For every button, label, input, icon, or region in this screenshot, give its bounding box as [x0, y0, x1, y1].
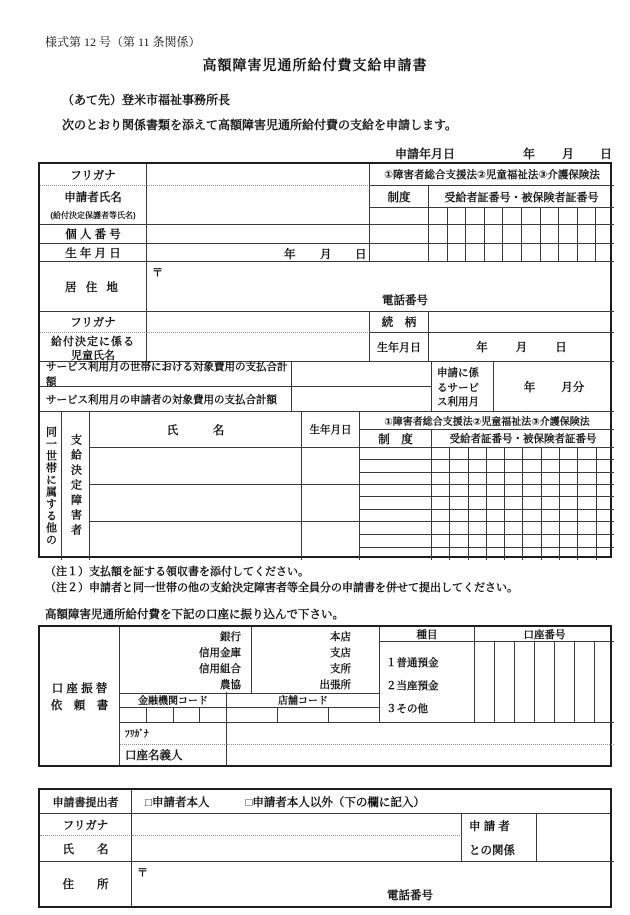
account-type-options [380, 642, 475, 723]
system-input-2[interactable] [370, 225, 429, 244]
addressee: （あて先）登米市福祉事務所長 [62, 93, 231, 107]
digit-cell[interactable] [504, 485, 522, 496]
submitter-name-input[interactable] [132, 836, 462, 862]
digit-cell[interactable] [558, 208, 577, 224]
applicant-name-input[interactable] [147, 186, 370, 225]
digit-cell[interactable] [559, 548, 577, 560]
member-1-system-3[interactable] [360, 473, 432, 484]
application-date-line [0, 145, 630, 161]
child-birthdate-month: 月 [515, 342, 528, 354]
application-date-month: 月 [562, 147, 575, 161]
digit-cell[interactable] [449, 460, 467, 471]
digit-cell[interactable] [596, 473, 614, 484]
member-2-cert-grid [360, 485, 614, 522]
digit-cell[interactable] [486, 460, 504, 471]
birthdate-year: 年 [284, 249, 296, 261]
address-input[interactable] [147, 262, 614, 312]
notes [45, 564, 518, 596]
intro-text: 次のとおり関係書類を添えて高額障害児通所給付費の支給を申請します。 [62, 118, 458, 132]
digit-cell[interactable] [504, 510, 522, 521]
digit-cell[interactable] [449, 548, 467, 560]
digit-cell[interactable] [432, 497, 449, 508]
bank-type-union[interactable]: 信用組合 [199, 663, 241, 675]
child-name-label [40, 333, 147, 362]
branch-type-options [252, 627, 379, 693]
application-date-day: 日 [600, 147, 613, 161]
digit-cell[interactable] [432, 535, 449, 547]
digit-cell[interactable] [120, 708, 146, 722]
digit-cell[interactable] [577, 448, 595, 459]
submitter-relation-label-line2: との関係 [469, 845, 515, 857]
phone-label: 電話番号 [382, 295, 428, 307]
submitter-postal-mark: 〒 [137, 867, 148, 879]
member-2-system-1[interactable] [360, 485, 432, 496]
digit-cell[interactable] [559, 497, 577, 508]
child-birthdate-year: 年 [476, 342, 488, 354]
applicant-total-input[interactable] [292, 387, 432, 412]
digit-cell[interactable] [541, 473, 559, 484]
member-name-header: 氏 名 [90, 412, 302, 448]
member-1-birthdate-input[interactable] [302, 448, 360, 485]
digit-cell[interactable] [475, 642, 494, 722]
postal-mark: 〒 [152, 267, 163, 279]
digit-cell[interactable] [468, 548, 486, 560]
digit-cell[interactable] [541, 485, 559, 496]
digit-cell[interactable] [522, 485, 540, 496]
household-inner-label: 支給決定障害者 [62, 412, 90, 560]
member-2-system-2[interactable] [360, 497, 432, 508]
submitter-options [132, 790, 610, 814]
branch-type-shiten[interactable]: 支店 [330, 647, 351, 659]
member-3-system-1[interactable] [360, 522, 432, 534]
note-2: （注２）申請者と同一世帯の他の支給決定障害者等全員分の申請書を併せて提出してください。 [45, 582, 518, 594]
member-laws-header: ①障害者総合支援法②児童福祉法③介護保険法 [360, 412, 614, 430]
submitter-name-label: 氏 名 [40, 836, 132, 862]
digit-cell[interactable] [522, 448, 540, 459]
member-1-system-1[interactable] [360, 448, 432, 459]
member-2-cert-row-1 [432, 485, 614, 496]
digit-cell[interactable] [468, 485, 486, 496]
submitter-address-label: 住 所 [40, 862, 132, 906]
digit-cell[interactable] [577, 208, 596, 224]
service-month-label [432, 362, 494, 412]
applicant-name-sublabel: (給付決定保護者等氏名) [50, 210, 136, 220]
digit-cell[interactable] [596, 460, 614, 471]
digit-cell[interactable] [449, 522, 467, 534]
bank-type-bank[interactable]: 銀行 [220, 631, 241, 643]
member-3-system-3[interactable] [360, 548, 432, 560]
digit-cell[interactable] [559, 510, 577, 521]
digit-cell[interactable] [486, 473, 504, 484]
service-month-label-line3: ス利用月 [437, 396, 479, 408]
system-header: 制度 [370, 186, 429, 208]
member-birthdate-header: 生年月日 [302, 412, 360, 448]
digit-cell[interactable] [594, 642, 614, 722]
digit-cell[interactable] [559, 473, 577, 484]
digit-cell[interactable] [521, 244, 540, 261]
account-type-header: 種目 [380, 627, 475, 642]
digit-cell[interactable] [596, 522, 614, 534]
digit-cell[interactable] [522, 548, 540, 560]
digit-cell[interactable] [558, 225, 577, 243]
digit-cell[interactable] [468, 460, 486, 471]
submitter-furigana-input[interactable] [132, 814, 462, 836]
digit-cell[interactable] [504, 497, 522, 508]
service-month-label-line1: 申請に係 [437, 367, 479, 379]
digit-cell[interactable] [558, 244, 577, 261]
digit-cell[interactable] [541, 460, 559, 471]
digit-cell[interactable] [521, 208, 540, 224]
account-type-current[interactable]: ２当座預金 [386, 680, 439, 692]
digit-cell[interactable] [514, 642, 534, 722]
member-1-cert-row-3 [432, 473, 614, 484]
digit-cell[interactable] [541, 448, 559, 459]
bank-code-label: 金融機関コード [120, 692, 227, 708]
digit-cell[interactable] [577, 473, 595, 484]
bank-type-options [120, 627, 251, 693]
digit-cell[interactable] [486, 522, 504, 534]
digit-cell[interactable] [541, 522, 559, 534]
digit-cell[interactable] [277, 708, 328, 722]
bank-section-label-line2: 依 頼 書 [50, 699, 109, 712]
digit-cell[interactable] [465, 244, 484, 261]
digit-cell[interactable] [486, 497, 504, 508]
branch-type-honten[interactable]: 本店 [330, 631, 351, 643]
account-type-other[interactable]: ３その他 [386, 703, 428, 715]
member-1-name-input[interactable] [90, 448, 302, 485]
system-input-3[interactable] [370, 244, 429, 262]
address-label: 居 住 地 [40, 262, 147, 312]
digit-cell[interactable] [559, 485, 577, 496]
household-total-input[interactable] [292, 362, 432, 387]
digit-cell[interactable] [468, 448, 486, 459]
member-1-system-2[interactable] [360, 460, 432, 471]
digit-cell[interactable] [541, 497, 559, 508]
digit-cell[interactable] [432, 473, 449, 484]
submitter-address-input[interactable] [132, 862, 614, 906]
branch-code-label: 店舗コード [227, 692, 380, 708]
digit-cell[interactable] [559, 448, 577, 459]
submitter-phone-label: 電話番号 [387, 890, 433, 902]
digit-cell[interactable] [522, 535, 540, 547]
digit-cell[interactable] [522, 510, 540, 521]
member-cert-header: 受給者証番号・被保険者証番号 [432, 430, 614, 448]
digit-cell[interactable] [577, 548, 595, 560]
digit-cell[interactable] [577, 522, 595, 534]
digit-cell[interactable] [504, 473, 522, 484]
branch-type-shisho[interactable]: 支所 [330, 663, 351, 675]
relation-input[interactable] [429, 312, 614, 333]
bank-table [38, 625, 612, 767]
service-month-year: 年 [523, 381, 536, 394]
digit-cell[interactable] [504, 548, 522, 560]
account-type-ordinary[interactable]: １普通預金 [386, 657, 439, 669]
digit-cell[interactable] [146, 708, 173, 722]
cert-number-row-3 [429, 244, 614, 262]
digit-cell[interactable] [522, 522, 540, 534]
member-system-header: 制 度 [360, 430, 432, 448]
digit-cell[interactable] [559, 535, 577, 547]
submitter-relation-input[interactable] [537, 814, 614, 862]
applicant-furigana-input[interactable] [147, 164, 370, 186]
digit-cell[interactable] [486, 510, 504, 521]
applicant-name-label-main: 申請者氏名 [64, 192, 122, 204]
member-2-system-3[interactable] [360, 510, 432, 521]
member-3-birthdate-input[interactable] [302, 522, 360, 560]
main-table [38, 162, 612, 558]
member-2-cert-row-3 [432, 510, 614, 521]
digit-cell[interactable] [595, 225, 614, 243]
digit-cell[interactable] [577, 535, 595, 547]
digit-cell[interactable] [449, 485, 467, 496]
digit-cell[interactable] [429, 208, 447, 224]
member-1-cert-grid [360, 448, 614, 485]
member-1-cert-row-1 [432, 448, 614, 459]
digit-cell[interactable] [468, 522, 486, 534]
digit-cell[interactable] [432, 510, 449, 521]
digit-cell[interactable] [449, 473, 467, 484]
account-number-header: 口座番号 [475, 627, 614, 642]
member-2-cert-row-2 [432, 497, 614, 508]
digit-cell[interactable] [227, 708, 277, 722]
digit-cell[interactable] [577, 485, 595, 496]
member-3-system-2[interactable] [360, 535, 432, 547]
bank-code-cells [120, 708, 227, 723]
account-number-cells [475, 642, 614, 723]
child-name-label-line1: 給付決定に係る [51, 335, 135, 348]
digit-cell[interactable] [504, 535, 522, 547]
holder-name-input[interactable] [227, 745, 614, 765]
birthdate-month: 月 [320, 249, 332, 261]
digit-cell[interactable] [484, 208, 503, 224]
digit-cell[interactable] [504, 522, 522, 534]
digit-cell[interactable] [432, 522, 449, 534]
digit-cell[interactable] [432, 460, 449, 471]
digit-cell[interactable] [596, 548, 614, 560]
digit-cell[interactable] [574, 642, 594, 722]
digit-cell[interactable] [465, 225, 484, 243]
submitter-furigana-label: フリガナ [40, 814, 132, 836]
child-birthdate-label: 生年月日 [370, 333, 429, 362]
digit-cell[interactable] [596, 510, 614, 521]
digit-cell[interactable] [449, 535, 467, 547]
digit-cell[interactable] [486, 485, 504, 496]
digit-cell[interactable] [484, 244, 503, 261]
digit-cell[interactable] [432, 548, 449, 560]
birthdate-day: 日 [355, 249, 367, 261]
household-outer-label: 同一世帯に属する他の [40, 412, 62, 560]
digit-cell[interactable] [595, 244, 614, 261]
member-3-cert-row-2 [432, 535, 614, 547]
cert-number-row-2 [429, 225, 614, 244]
checkbox-applicant-other[interactable]: □申請者本人以外（下の欄に記入） [245, 796, 425, 809]
service-month-input[interactable] [494, 362, 614, 412]
household-total-label: サービス利用月の世帯における対象費用の支払合計額 [40, 362, 292, 387]
cert-number-header: 受給者証番号・被保険者証番号 [429, 186, 614, 208]
digit-cell[interactable] [432, 485, 449, 496]
digit-cell[interactable] [468, 510, 486, 521]
digit-cell[interactable] [504, 448, 522, 459]
branch-type-shutchojo[interactable]: 出張所 [319, 679, 351, 691]
applicant-total-label: サービス利用月の申請者の対象費用の支払合計額 [40, 387, 292, 412]
digit-cell[interactable] [486, 548, 504, 560]
digit-cell[interactable] [494, 642, 514, 722]
application-date-label: 申請年月日 [395, 147, 456, 161]
personal-number-label: 個 人 番 号 [40, 225, 147, 244]
member-3-cert-grid [360, 522, 614, 560]
digit-cell[interactable] [522, 460, 540, 471]
bank-name-input[interactable] [120, 627, 252, 694]
digit-cell[interactable] [521, 225, 540, 243]
child-furigana-label: フリガナ [40, 312, 147, 333]
child-furigana-input[interactable] [147, 312, 370, 333]
applicant-birthdate-label: 生 年 月 日 [40, 244, 147, 262]
application-date-year: 年 [523, 147, 536, 161]
personal-number-input[interactable] [147, 225, 370, 244]
submitter-relation-label [462, 814, 537, 862]
digit-cell[interactable] [449, 448, 467, 459]
digit-cell[interactable] [596, 485, 614, 496]
service-month-label-line2: るサービ [437, 381, 479, 394]
digit-cell[interactable] [577, 510, 595, 521]
digit-cell[interactable] [577, 244, 596, 261]
digit-cell[interactable] [199, 708, 226, 722]
applicant-name-label [40, 186, 147, 225]
bank-type-shinkin[interactable]: 信用金庫 [199, 647, 241, 659]
digit-cell[interactable] [447, 225, 466, 243]
system-input-1[interactable] [370, 208, 429, 225]
digit-cell[interactable] [559, 460, 577, 471]
holder-label: 口座名義人 [120, 745, 227, 765]
digit-cell[interactable] [540, 244, 559, 261]
digit-cell[interactable] [577, 225, 596, 243]
digit-cell[interactable] [468, 473, 486, 484]
digit-cell[interactable] [559, 522, 577, 534]
digit-cell[interactable] [173, 708, 200, 722]
digit-cell[interactable] [447, 244, 466, 261]
digit-cell[interactable] [577, 497, 595, 508]
holder-furigana-input[interactable] [227, 723, 614, 745]
form-number: 様式第 12 号（第 11 条関係） [45, 35, 201, 49]
bank-section-label-line1: 口 座 振 替 [51, 682, 108, 695]
digit-cell[interactable] [522, 497, 540, 508]
digit-cell[interactable] [502, 208, 521, 224]
child-birthdate-day: 日 [555, 342, 567, 354]
submitter-relation-label-line1: 申 請 者 [469, 821, 510, 833]
member-3-name-input[interactable] [90, 522, 302, 560]
digit-cell[interactable] [541, 510, 559, 521]
bank-type-nokyo[interactable]: 農協 [220, 679, 241, 691]
child-name-input[interactable] [147, 333, 370, 362]
digit-cell[interactable] [554, 642, 574, 722]
digit-cell[interactable] [486, 448, 504, 459]
member-1-cert-row-2 [432, 460, 614, 471]
digit-cell[interactable] [465, 208, 484, 224]
holder-furigana-label: ﾌﾘｶﾞﾅ [120, 723, 227, 745]
branch-name-input[interactable] [252, 627, 380, 694]
laws-header: ①障害者総合支援法②児童福祉法③介護保険法 [370, 164, 614, 186]
child-birthdate-input[interactable] [429, 333, 614, 362]
child-name-label-line2: 児童氏名 [71, 349, 115, 362]
digit-cell[interactable] [540, 208, 559, 224]
submitter-table [38, 788, 612, 908]
digit-cell[interactable] [484, 225, 503, 243]
digit-cell[interactable] [486, 535, 504, 547]
checkbox-applicant-self[interactable]: □申請者本人 [145, 796, 210, 809]
digit-cell[interactable] [468, 535, 486, 547]
digit-cell[interactable] [541, 535, 559, 547]
bank-section-label [40, 627, 120, 765]
service-month-suffix: 月分 [561, 381, 585, 394]
digit-cell[interactable] [504, 460, 522, 471]
digit-cell[interactable] [502, 225, 521, 243]
digit-cell[interactable] [522, 473, 540, 484]
digit-cell[interactable] [328, 708, 379, 722]
applicant-birthdate-input[interactable] [147, 244, 370, 262]
bank-intro: 高額障害児通所給付費を下記の口座に振り込んで下さい。 [45, 609, 344, 621]
digit-cell[interactable] [429, 244, 447, 261]
digit-cell[interactable] [429, 225, 447, 243]
digit-cell[interactable] [596, 448, 614, 459]
digit-cell[interactable] [596, 535, 614, 547]
cert-number-row-1 [429, 208, 614, 225]
relation-label: 続 柄 [370, 312, 429, 333]
digit-cell[interactable] [596, 497, 614, 508]
note-1: （注１）支払額を証する領収書を添付してください。 [45, 566, 309, 578]
branch-code-cells [227, 708, 380, 723]
member-2-birthdate-input[interactable] [302, 485, 360, 522]
member-2-name-input[interactable] [90, 485, 302, 522]
page-title: 高額障害児通所給付費支給申請書 [202, 57, 428, 73]
digit-cell[interactable] [577, 460, 595, 471]
applicant-furigana-label: フリガナ [40, 164, 147, 186]
digit-cell[interactable] [541, 548, 559, 560]
submitter-row-label: 申請書提出者 [40, 790, 132, 814]
member-3-cert-row-3 [432, 548, 614, 560]
digit-cell[interactable] [449, 497, 467, 508]
digit-cell[interactable] [432, 448, 449, 459]
digit-cell[interactable] [540, 225, 559, 243]
digit-cell[interactable] [468, 497, 486, 508]
member-3-cert-row-1 [432, 522, 614, 534]
digit-cell[interactable] [502, 244, 521, 261]
digit-cell[interactable] [595, 208, 614, 224]
digit-cell[interactable] [534, 642, 554, 722]
digit-cell[interactable] [447, 208, 466, 224]
digit-cell[interactable] [449, 510, 467, 521]
